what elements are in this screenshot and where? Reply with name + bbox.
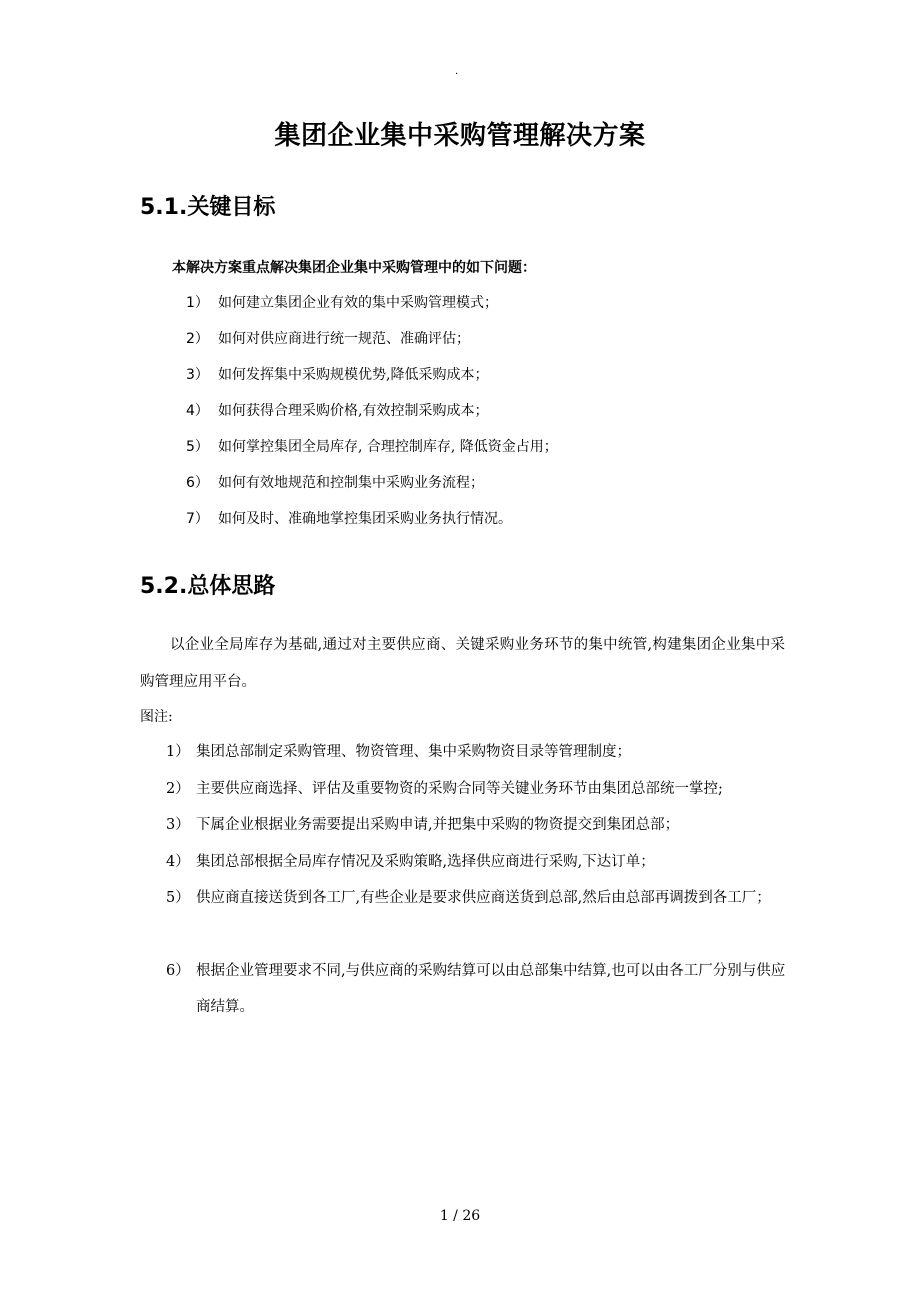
goal-item (186, 473, 484, 493)
figure-note-label: 图注: (140, 709, 173, 725)
goal-item (186, 329, 470, 349)
goal-item (186, 437, 558, 457)
document-title: 集团企业集中采购管理解决方案 (274, 121, 646, 151)
note-item (166, 807, 786, 843)
note-item (166, 771, 786, 807)
note-item (166, 734, 786, 770)
note-text: 供应商直接送货到各工厂,有些企业是要求供应商送货到总部,然后由总部再调拨到各工厂； (196, 890, 771, 906)
note-item (166, 844, 786, 880)
goal-item (186, 293, 498, 313)
goal-number: 4） (186, 403, 209, 419)
goal-number: 6） (186, 475, 209, 491)
page-number: 1 / 26 (439, 1208, 481, 1224)
goal-number: 3） (186, 367, 209, 383)
section-heading-key-goals: 5.1.关键目标 (140, 195, 276, 220)
note-number: 3） (166, 817, 190, 833)
goal-number: 2） (186, 331, 209, 347)
note-number: 4） (166, 854, 190, 870)
note-number: 5） (166, 890, 190, 906)
header-mark: . (455, 66, 459, 77)
goal-text: 如何掌控集团全局库存, 合理控制库存, 降低资金占用； (218, 439, 558, 455)
goal-item (186, 401, 488, 421)
goal-item (186, 509, 512, 529)
goal-text: 如何发挥集中采购规模优势,降低采购成本； (218, 367, 489, 383)
goal-text: 如何有效地规范和控制集中采购业务流程； (218, 475, 484, 491)
note-text: 主要供应商选择、评估及重要物资的采购合同等关键业务环节由集团总部统一掌控; (196, 781, 723, 797)
goal-number: 1） (186, 295, 209, 311)
note-text: 集团总部制定采购管理、物资管理、集中采购物资目录等管理制度； (196, 744, 631, 760)
note-number: 6） (166, 963, 190, 979)
note-text: 根据企业管理要求不同,与供应商的采购结算可以由总部集中结算,也可以由各工厂分别与供应商结算。 (196, 963, 786, 1015)
note-text: 下属企业根据业务需要提出采购申请,并把集中采购的物资提交到集团总部； (196, 817, 680, 833)
note-number: 2） (166, 781, 190, 797)
goal-number: 7） (186, 511, 209, 527)
goal-text: 如何建立集团企业有效的集中采购管理模式； (218, 295, 498, 311)
note-number: 1） (166, 744, 190, 760)
goal-text: 如何获得合理采购价格,有效控制采购成本； (218, 403, 489, 419)
note-item (166, 880, 786, 916)
note-item (166, 953, 786, 1025)
section-heading-overall-approach: 5.2.总体思路 (140, 574, 276, 599)
goal-item (186, 365, 488, 385)
goal-number: 5） (186, 439, 209, 455)
goal-text: 如何对供应商进行统一规范、准确评估； (218, 331, 470, 347)
goal-text: 如何及时、准确地掌控集团采购业务执行情况。 (218, 511, 512, 527)
approach-paragraph: 以企业全局库存为基础,通过对主要供应商、关键采购业务环节的集中统管,构建集团企业集中采购管理应用平台。 (140, 637, 785, 690)
goals-intro: 本解决方案重点解决集团企业集中采购管理中的如下问题： (172, 260, 536, 276)
note-text: 集团总部根据全局库存情况及采购策略,选择供应商进行采购,下达订单； (196, 854, 655, 870)
